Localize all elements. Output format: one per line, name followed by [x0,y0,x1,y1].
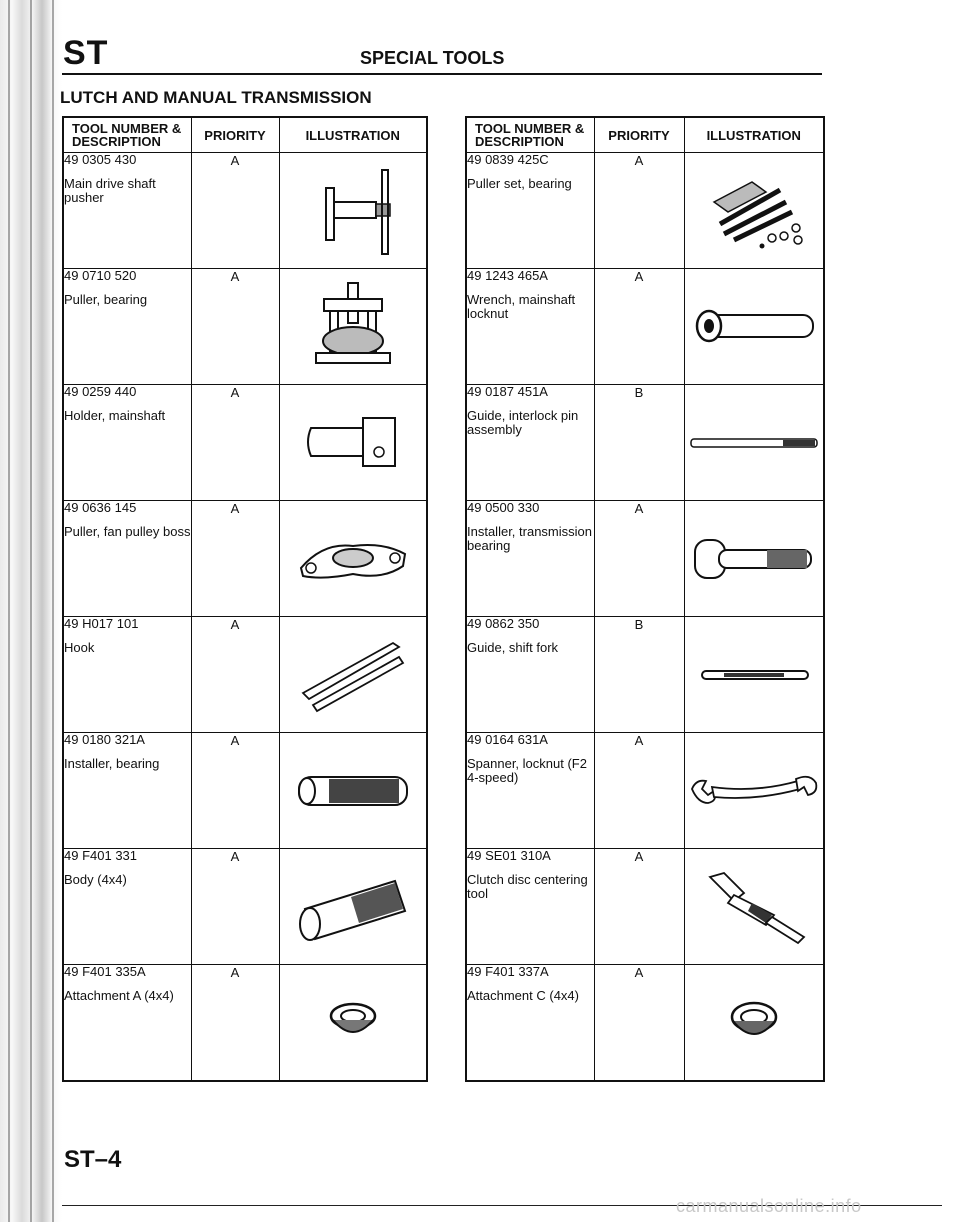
tool-description [466,153,594,269]
tool-name: Attachment C (4x4) [467,988,579,1003]
tool-description [63,733,191,849]
table-row [63,849,427,965]
bearing-installer-icon [291,769,415,813]
tool-number: 49 0710 520 [64,268,137,283]
tool-description [63,617,191,733]
tool-number: 49 0862 350 [467,616,540,631]
tool-number: 49 F401 337A [467,964,549,979]
tool-name: Puller, bearing [64,292,148,307]
table-row [63,617,427,733]
tool-illustration [684,849,824,965]
tool-illustration [279,733,427,849]
tool-priority: A [191,501,279,617]
tool-number: 49 0636 145 [64,500,137,515]
section-code: ST [63,34,109,72]
table-row [466,965,824,1082]
tool-illustration [684,269,824,385]
column-header-illustration: ILLUSTRATION [684,117,824,153]
tool-description [63,153,191,269]
tool-priority: B [594,385,684,501]
tool-illustration [279,849,427,965]
tool-illustration [684,965,824,1082]
binding-line [52,0,54,1222]
tool-priority: A [594,153,684,269]
tool-number: 49 0839 425C [467,152,549,167]
table-row [63,269,427,385]
tool-number: 49 SE01 310A [467,848,551,863]
tool-description [466,965,594,1082]
tool-illustration [684,153,824,269]
column-header-illustration: ILLUSTRATION [279,117,427,153]
section-subheading: LUTCH AND MANUAL TRANSMISSION [60,88,372,107]
tool-priority: A [594,965,684,1082]
table-row [466,501,824,617]
shaft-pusher-icon [298,166,408,256]
attachment-cap-icon [323,998,383,1048]
tool-number: 49 1243 465A [467,268,548,283]
locknut-spanner-icon [686,771,822,811]
page-number: ST–4 [64,1146,122,1173]
tool-illustration [279,153,427,269]
tool-name: Attachment A (4x4) [64,988,174,1003]
locknut-wrench-icon [689,305,819,349]
tool-illustration [684,501,824,617]
table-row [466,733,824,849]
body-tube-icon [291,867,415,947]
table-row [63,153,427,269]
tool-priority: A [594,269,684,385]
tool-description [466,733,594,849]
table-row [63,501,427,617]
page-title: SPECIAL TOOLS [360,48,505,68]
column-header-description: TOOL NUMBER & DESCRIPTION [63,117,191,153]
tool-number: 49 0180 321A [64,732,145,747]
tool-priority: A [191,733,279,849]
binding-line [30,0,32,1222]
binding-line [8,0,10,1222]
tool-description [63,385,191,501]
table-row [466,385,824,501]
tool-number: 49 F401 335A [64,964,146,979]
tool-name: Guide, shift fork [467,640,559,655]
tool-name: Spanner, locknut (F2 4-speed) [467,756,587,785]
tool-illustration [684,617,824,733]
tool-priority: A [191,385,279,501]
tool-priority: A [594,501,684,617]
tool-description [63,849,191,965]
table-row [466,269,824,385]
header-rule [62,73,822,75]
transmission-installer-icon [689,532,819,586]
tool-name: Holder, mainshaft [64,408,166,423]
right-tools-table [465,116,825,1082]
tool-priority: A [191,269,279,385]
tool-name: Hook [64,640,95,655]
centering-tool-icon [694,867,814,947]
tool-priority: A [191,849,279,965]
tool-description [63,269,191,385]
table-row [63,385,427,501]
tool-priority: A [191,617,279,733]
tool-name: Clutch disc centering tool [467,872,588,901]
tool-priority: A [594,733,684,849]
mainshaft-holder-icon [293,408,413,478]
tool-number: 49 H017 101 [64,616,139,631]
tool-illustration [279,617,427,733]
tool-name: Puller, fan pulley boss [64,524,191,539]
tool-description [466,617,594,733]
tool-name: Installer, bearing [64,756,160,771]
table-header-row [63,117,427,153]
tool-description [63,965,191,1082]
table-header-row [466,117,824,153]
table-row [466,849,824,965]
tool-name: Main drive shaft pusher [64,176,156,205]
tool-priority: A [594,849,684,965]
tool-illustration [279,385,427,501]
tool-description [466,501,594,617]
column-header-priority: PRIORITY [191,117,279,153]
tool-name: Body (4x4) [64,872,127,887]
watermark: carmanualsonline.info [676,1196,862,1216]
tool-description [466,849,594,965]
tool-priority: B [594,617,684,733]
interlock-guide-rod-icon [687,433,821,453]
tool-name: Puller set, bearing [467,176,572,191]
tool-priority: A [191,153,279,269]
left-tools-table [62,116,428,1082]
tool-number: 49 F401 331 [64,848,138,863]
attachment-cap-icon [724,997,784,1049]
tool-number: 49 0259 440 [64,384,137,399]
fan-pulley-puller-icon [293,524,413,594]
tool-description [466,269,594,385]
tool-illustration [684,385,824,501]
table-row [63,733,427,849]
tool-number: 49 0164 631A [467,732,548,747]
table-row [63,965,427,1082]
tool-name: Guide, interlock pin assembly [467,408,579,437]
table-row [466,153,824,269]
tool-description [63,501,191,617]
tool-priority: A [191,965,279,1082]
tool-number: 49 0187 451A [467,384,548,399]
tool-name: Installer, transmission bearing [467,524,592,553]
tool-illustration [279,269,427,385]
tool-number: 49 0305 430 [64,152,137,167]
bearing-puller-icon [298,279,408,375]
column-header-priority: PRIORITY [594,117,684,153]
table-row [466,617,824,733]
tool-illustration [279,965,427,1082]
column-header-description: TOOL NUMBER & DESCRIPTION [466,117,594,153]
tool-number: 49 0500 330 [467,500,540,515]
tool-illustration [279,501,427,617]
tool-description [466,385,594,501]
tool-illustration [684,733,824,849]
puller-set-icon [694,166,814,256]
hook-icon [293,635,413,715]
tool-name: Wrench, mainshaft locknut [467,292,576,321]
shift-fork-guide-icon [694,666,814,684]
